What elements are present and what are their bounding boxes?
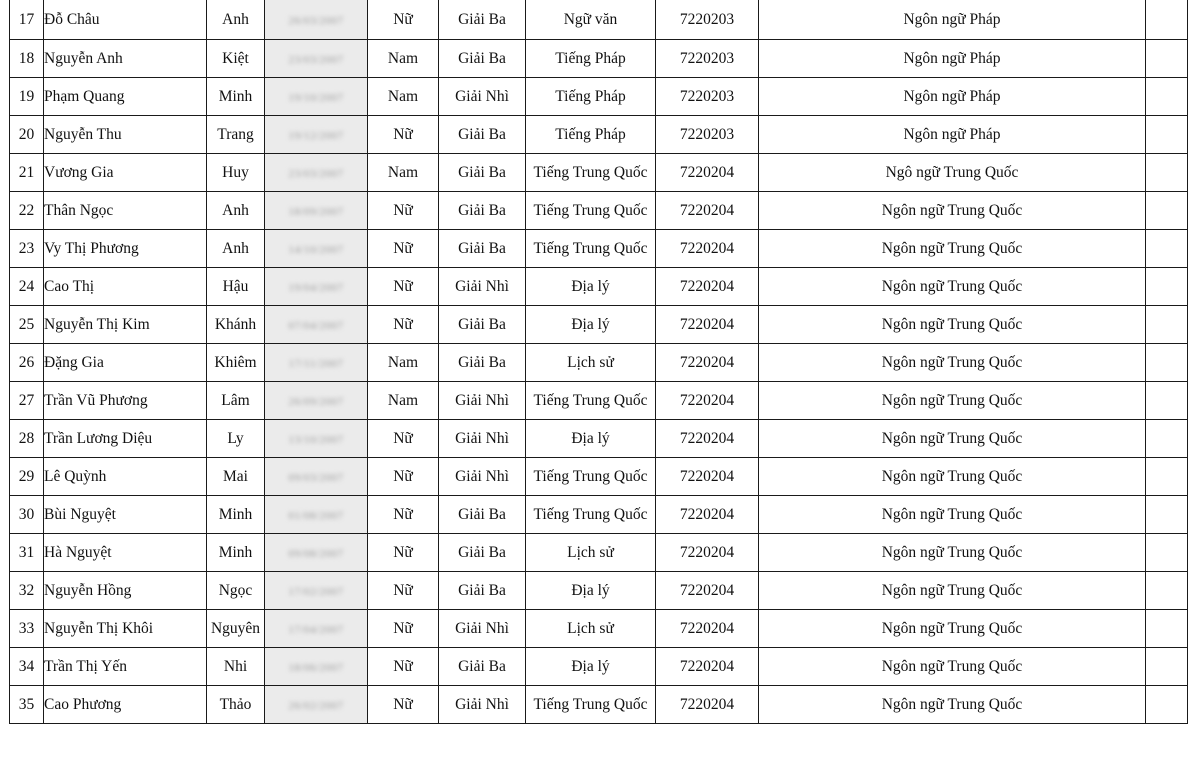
blurred-birthdate: 09/03/2007 (288, 471, 344, 484)
cell-ten-nganh: Ngôn ngữ Pháp (759, 0, 1146, 40)
table-row (10, 496, 1188, 534)
cell-ho-dem: Nguyễn Thu (44, 116, 207, 154)
cell-gioi-tinh: Nữ (368, 268, 439, 306)
cell-ghi-chu (1146, 230, 1188, 268)
cell-ten: Khiêm (207, 344, 265, 382)
blurred-birthdate: 18/09/2007 (288, 205, 344, 218)
cell-gioi-tinh: Nữ (368, 230, 439, 268)
cell-ten-nganh: Ngô ngữ Trung Quốc (759, 154, 1146, 192)
cell-giai: Giải Nhì (439, 458, 526, 496)
cell-stt: 23 (10, 230, 44, 268)
cell-ten: Khánh (207, 306, 265, 344)
cell-mon-thi: Tiếng Trung Quốc (526, 230, 656, 268)
cell-stt: 17 (10, 0, 44, 40)
cell-gioi-tinh: Nam (368, 78, 439, 116)
cell-ngay-sinh (265, 268, 368, 306)
cell-ten: Trang (207, 116, 265, 154)
cell-ten-nganh: Ngôn ngữ Trung Quốc (759, 306, 1146, 344)
blurred-birthdate: 26/03/2007 (288, 14, 344, 27)
cell-mon-thi: Tiếng Trung Quốc (526, 686, 656, 724)
cell-gioi-tinh: Nam (368, 154, 439, 192)
cell-ghi-chu (1146, 154, 1188, 192)
cell-mon-thi: Lịch sử (526, 534, 656, 572)
cell-mon-thi: Lịch sử (526, 344, 656, 382)
cell-mon-thi: Địa lý (526, 572, 656, 610)
cell-ma-nganh: 7220203 (656, 40, 759, 78)
cell-ten: Huy (207, 154, 265, 192)
cell-ngay-sinh (265, 344, 368, 382)
cell-ghi-chu (1146, 458, 1188, 496)
cell-stt: 34 (10, 648, 44, 686)
cell-ten: Thảo (207, 686, 265, 724)
cell-ten: Anh (207, 0, 265, 40)
blurred-birthdate: 17/02/2007 (288, 585, 344, 598)
cell-ma-nganh: 7220204 (656, 572, 759, 610)
cell-stt: 24 (10, 268, 44, 306)
cell-ten-nganh: Ngôn ngữ Trung Quốc (759, 420, 1146, 458)
cell-ma-nganh: 7220203 (656, 78, 759, 116)
cell-mon-thi: Ngữ văn (526, 0, 656, 40)
cell-ngay-sinh (265, 116, 368, 154)
cell-ten: Nguyên (207, 610, 265, 648)
blurred-birthdate: 17/11/2007 (288, 357, 344, 370)
cell-ten: Minh (207, 496, 265, 534)
cell-gioi-tinh: Nữ (368, 116, 439, 154)
cell-ten: Minh (207, 534, 265, 572)
table-row (10, 648, 1188, 686)
cell-ho-dem: Trần Thị Yến (44, 648, 207, 686)
cell-ten: Minh (207, 78, 265, 116)
table-row (10, 610, 1188, 648)
cell-stt: 20 (10, 116, 44, 154)
cell-mon-thi: Địa lý (526, 306, 656, 344)
cell-ngay-sinh (265, 420, 368, 458)
cell-ghi-chu (1146, 268, 1188, 306)
cell-stt: 21 (10, 154, 44, 192)
cell-giai: Giải Ba (439, 572, 526, 610)
cell-stt: 31 (10, 534, 44, 572)
cell-ho-dem: Bùi Nguyệt (44, 496, 207, 534)
table-row (10, 192, 1188, 230)
cell-gioi-tinh: Nữ (368, 648, 439, 686)
cell-gioi-tinh: Nam (368, 40, 439, 78)
cell-giai: Giải Nhì (439, 610, 526, 648)
cell-giai: Giải Ba (439, 648, 526, 686)
cell-ngay-sinh (265, 78, 368, 116)
cell-ho-dem: Cao Thị (44, 268, 207, 306)
cell-giai: Giải Nhì (439, 268, 526, 306)
cell-giai: Giải Nhì (439, 78, 526, 116)
cell-ten-nganh: Ngôn ngữ Trung Quốc (759, 382, 1146, 420)
cell-ho-dem: Nguyễn Anh (44, 40, 207, 78)
blurred-birthdate: 26/09/2007 (288, 395, 344, 408)
cell-ma-nganh: 7220204 (656, 496, 759, 534)
table-row (10, 116, 1188, 154)
cell-ma-nganh: 7220204 (656, 306, 759, 344)
cell-ten-nganh: Ngôn ngữ Trung Quốc (759, 572, 1146, 610)
cell-ten: Ly (207, 420, 265, 458)
cell-ho-dem: Hà Nguyệt (44, 534, 207, 572)
cell-giai: Giải Nhì (439, 382, 526, 420)
cell-ngay-sinh (265, 534, 368, 572)
blurred-birthdate: 07/04/2007 (288, 319, 344, 332)
cell-ten-nganh: Ngôn ngữ Trung Quốc (759, 496, 1146, 534)
cell-ma-nganh: 7220204 (656, 534, 759, 572)
cell-giai: Giải Ba (439, 116, 526, 154)
cell-ngay-sinh (265, 230, 368, 268)
cell-ten-nganh: Ngôn ngữ Trung Quốc (759, 534, 1146, 572)
cell-ten: Kiệt (207, 40, 265, 78)
cell-giai: Giải Ba (439, 192, 526, 230)
table-row (10, 572, 1188, 610)
cell-ghi-chu (1146, 382, 1188, 420)
cell-giai: Giải Ba (439, 496, 526, 534)
table-row (10, 686, 1188, 724)
cell-ghi-chu (1146, 420, 1188, 458)
cell-stt: 25 (10, 306, 44, 344)
cell-ghi-chu (1146, 496, 1188, 534)
cell-ghi-chu (1146, 192, 1188, 230)
cell-ngay-sinh (265, 458, 368, 496)
cell-ngay-sinh (265, 496, 368, 534)
table-body (10, 0, 1188, 724)
cell-ma-nganh: 7220204 (656, 230, 759, 268)
cell-ho-dem: Trần Lương Diệu (44, 420, 207, 458)
blurred-birthdate: 23/03/2007 (288, 53, 344, 66)
table-row (10, 268, 1188, 306)
cell-ho-dem: Trần Vũ Phương (44, 382, 207, 420)
cell-gioi-tinh: Nữ (368, 686, 439, 724)
cell-ngay-sinh (265, 154, 368, 192)
cell-ngay-sinh (265, 648, 368, 686)
cell-ho-dem: Cao Phương (44, 686, 207, 724)
cell-giai: Giải Ba (439, 40, 526, 78)
cell-ma-nganh: 7220204 (656, 648, 759, 686)
blurred-birthdate: 19/04/2007 (288, 281, 344, 294)
cell-ghi-chu (1146, 534, 1188, 572)
blurred-birthdate: 01/08/2007 (288, 509, 344, 522)
cell-mon-thi: Địa lý (526, 420, 656, 458)
cell-giai: Giải Nhì (439, 420, 526, 458)
cell-ten-nganh: Ngôn ngữ Trung Quốc (759, 344, 1146, 382)
cell-ten-nganh: Ngôn ngữ Trung Quốc (759, 686, 1146, 724)
cell-giai: Giải Ba (439, 154, 526, 192)
table-row (10, 420, 1188, 458)
table-row (10, 458, 1188, 496)
cell-mon-thi: Tiếng Pháp (526, 78, 656, 116)
blurred-birthdate: 13/10/2007 (288, 433, 344, 446)
cell-ghi-chu (1146, 0, 1188, 40)
cell-gioi-tinh: Nữ (368, 458, 439, 496)
cell-mon-thi: Tiếng Pháp (526, 116, 656, 154)
cell-ten: Nhi (207, 648, 265, 686)
table-row (10, 154, 1188, 192)
blurred-birthdate: 09/08/2007 (288, 547, 344, 560)
cell-gioi-tinh: Nữ (368, 192, 439, 230)
cell-giai: Giải Ba (439, 0, 526, 40)
cell-ma-nganh: 7220203 (656, 116, 759, 154)
blurred-birthdate: 23/03/2007 (288, 167, 344, 180)
table-row (10, 0, 1188, 40)
cell-ma-nganh: 7220204 (656, 686, 759, 724)
cell-ho-dem: Nguyễn Thị Kim (44, 306, 207, 344)
cell-ghi-chu (1146, 648, 1188, 686)
cell-ten-nganh: Ngôn ngữ Pháp (759, 40, 1146, 78)
cell-ten-nganh: Ngôn ngữ Pháp (759, 116, 1146, 154)
cell-stt: 28 (10, 420, 44, 458)
table-row (10, 230, 1188, 268)
cell-ten: Ngọc (207, 572, 265, 610)
cell-ghi-chu (1146, 610, 1188, 648)
cell-ngay-sinh (265, 610, 368, 648)
table-row (10, 534, 1188, 572)
cell-ho-dem: Vương Gia (44, 154, 207, 192)
cell-giai: Giải Ba (439, 344, 526, 382)
cell-ma-nganh: 7220204 (656, 344, 759, 382)
table-row (10, 78, 1188, 116)
blurred-birthdate: 19/10/2007 (288, 91, 344, 104)
cell-ho-dem: Nguyễn Thị Khôi (44, 610, 207, 648)
cell-ma-nganh: 7220204 (656, 610, 759, 648)
cell-giai: Giải Nhì (439, 686, 526, 724)
cell-ma-nganh: 7220204 (656, 382, 759, 420)
cell-mon-thi: Địa lý (526, 268, 656, 306)
cell-ngay-sinh (265, 306, 368, 344)
cell-gioi-tinh: Nữ (368, 420, 439, 458)
cell-ten: Anh (207, 192, 265, 230)
cell-stt: 32 (10, 572, 44, 610)
blurred-birthdate: 18/06/2007 (288, 661, 344, 674)
cell-gioi-tinh: Nữ (368, 306, 439, 344)
cell-ho-dem: Nguyễn Hồng (44, 572, 207, 610)
cell-gioi-tinh: Nam (368, 344, 439, 382)
cell-gioi-tinh: Nữ (368, 496, 439, 534)
cell-giai: Giải Ba (439, 230, 526, 268)
cell-ten: Mai (207, 458, 265, 496)
cell-ngay-sinh (265, 0, 368, 40)
cell-ten-nganh: Ngôn ngữ Trung Quốc (759, 458, 1146, 496)
cell-stt: 29 (10, 458, 44, 496)
cell-ma-nganh: 7220204 (656, 154, 759, 192)
table-row (10, 382, 1188, 420)
cell-ho-dem: Vy Thị Phương (44, 230, 207, 268)
cell-mon-thi: Tiếng Trung Quốc (526, 382, 656, 420)
cell-mon-thi: Tiếng Trung Quốc (526, 154, 656, 192)
cell-ghi-chu (1146, 78, 1188, 116)
cell-ngay-sinh (265, 382, 368, 420)
cell-stt: 18 (10, 40, 44, 78)
cell-ho-dem: Lê Quỳnh (44, 458, 207, 496)
cell-ghi-chu (1146, 116, 1188, 154)
cell-ma-nganh: 7220203 (656, 0, 759, 40)
cell-ghi-chu (1146, 40, 1188, 78)
student-list-table (9, 0, 1188, 724)
blurred-birthdate: 19/12/2007 (288, 129, 344, 142)
blurred-birthdate: 14/10/2007 (288, 243, 344, 256)
cell-stt: 26 (10, 344, 44, 382)
cell-mon-thi: Tiếng Pháp (526, 40, 656, 78)
cell-ho-dem: Đặng Gia (44, 344, 207, 382)
cell-ten-nganh: Ngôn ngữ Trung Quốc (759, 192, 1146, 230)
cell-mon-thi: Tiếng Trung Quốc (526, 496, 656, 534)
blurred-birthdate: 26/02/2007 (288, 699, 344, 712)
cell-ma-nganh: 7220204 (656, 268, 759, 306)
cell-ghi-chu (1146, 306, 1188, 344)
cell-gioi-tinh: Nữ (368, 572, 439, 610)
cell-ghi-chu (1146, 572, 1188, 610)
cell-gioi-tinh: Nam (368, 382, 439, 420)
cell-ho-dem: Đỗ Châu (44, 0, 207, 40)
cell-ten-nganh: Ngôn ngữ Trung Quốc (759, 230, 1146, 268)
cell-ten-nganh: Ngôn ngữ Pháp (759, 78, 1146, 116)
table-row (10, 40, 1188, 78)
cell-stt: 27 (10, 382, 44, 420)
cell-ma-nganh: 7220204 (656, 420, 759, 458)
cell-ten-nganh: Ngôn ngữ Trung Quốc (759, 268, 1146, 306)
cell-mon-thi: Địa lý (526, 648, 656, 686)
cell-giai: Giải Ba (439, 534, 526, 572)
cell-giai: Giải Ba (439, 306, 526, 344)
cell-ngay-sinh (265, 686, 368, 724)
cell-stt: 33 (10, 610, 44, 648)
cell-stt: 30 (10, 496, 44, 534)
cell-stt: 35 (10, 686, 44, 724)
cell-ma-nganh: 7220204 (656, 458, 759, 496)
blurred-birthdate: 17/04/2007 (288, 623, 344, 636)
cell-ghi-chu (1146, 344, 1188, 382)
cell-ten-nganh: Ngôn ngữ Trung Quốc (759, 610, 1146, 648)
cell-mon-thi: Tiếng Trung Quốc (526, 458, 656, 496)
cell-mon-thi: Tiếng Trung Quốc (526, 192, 656, 230)
cell-stt: 19 (10, 78, 44, 116)
cell-ngay-sinh (265, 192, 368, 230)
cell-ho-dem: Thân Ngọc (44, 192, 207, 230)
cell-ma-nganh: 7220204 (656, 192, 759, 230)
cell-mon-thi: Lịch sử (526, 610, 656, 648)
cell-gioi-tinh: Nữ (368, 0, 439, 40)
cell-gioi-tinh: Nữ (368, 534, 439, 572)
table-row (10, 306, 1188, 344)
cell-ngay-sinh (265, 572, 368, 610)
cell-gioi-tinh: Nữ (368, 610, 439, 648)
cell-ghi-chu (1146, 686, 1188, 724)
cell-ten: Hậu (207, 268, 265, 306)
cell-ten-nganh: Ngôn ngữ Trung Quốc (759, 648, 1146, 686)
cell-ho-dem: Phạm Quang (44, 78, 207, 116)
cell-stt: 22 (10, 192, 44, 230)
cell-ten: Lâm (207, 382, 265, 420)
table-row (10, 344, 1188, 382)
cell-ngay-sinh (265, 40, 368, 78)
cell-ten: Anh (207, 230, 265, 268)
